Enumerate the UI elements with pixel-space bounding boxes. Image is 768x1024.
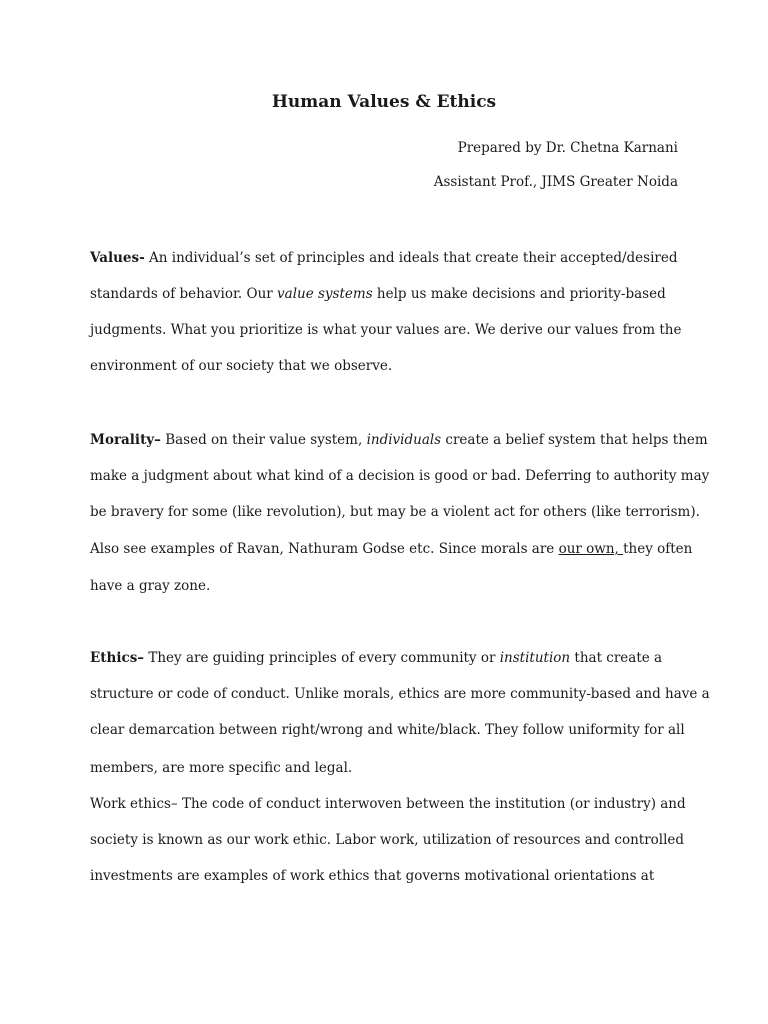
values-italic-term: value systems bbox=[277, 286, 373, 302]
ethics-italic-term: institution bbox=[499, 650, 571, 666]
work-ethics-line-2: society is known as our work ethic. Labor work, utilization of resources and controlled bbox=[90, 832, 685, 848]
values-text-1: An individual’s set of principles and ideals that create their accepted/desired bbox=[144, 250, 678, 266]
morality-italic-term: individuals bbox=[366, 432, 442, 448]
morality-line-3: be bravery for some (like revolution), but may be a violent act for others (like terrorism). bbox=[90, 504, 700, 520]
ethics-text-1a: They are guiding principles of every community or bbox=[144, 650, 500, 666]
values-line-4: environment of our society that we observe. bbox=[90, 358, 393, 374]
morality-text-1b: create a belief system that helps them bbox=[441, 432, 708, 448]
ethics-text-1b: that create a bbox=[570, 650, 663, 666]
ethics-term: Ethics– bbox=[90, 650, 145, 666]
affiliation-line: Assistant Prof., JIMS Greater Noida bbox=[433, 174, 678, 190]
values-text-2a: standards of behavior. Our bbox=[90, 286, 278, 302]
morality-line-5: have a gray zone. bbox=[90, 578, 211, 594]
author-line: Prepared by Dr. Chetna Karnani bbox=[457, 140, 678, 156]
morality-term: Morality– bbox=[90, 432, 161, 448]
morality-text-4a: Also see examples of Ravan, Nathuram Godse etc. Since morals are bbox=[90, 541, 559, 557]
values-term: Values- bbox=[90, 250, 145, 266]
morality-line-1 bbox=[90, 431, 708, 449]
morality-line-2: make a judgment about what kind of a decision is good or bad. Deferring to authority may bbox=[90, 468, 710, 484]
values-line-3: judgments. What you prioritize is what your values are. We derive our values from the bbox=[90, 322, 682, 338]
ethics-line-3: clear demarcation between right/wrong and white/black. They follow uniformity for all bbox=[90, 722, 685, 738]
morality-text-4b: they often bbox=[623, 541, 693, 557]
ethics-line-4: members, are more specific and legal. bbox=[90, 760, 353, 776]
values-line-1 bbox=[90, 249, 677, 267]
work-ethics-line-1: Work ethics– The code of conduct interwoven between the institution (or industry) and bbox=[90, 796, 686, 812]
morality-line-4 bbox=[90, 540, 692, 558]
morality-text-1a: Based on their value system, bbox=[160, 432, 367, 448]
morality-underlined-text: our own, bbox=[558, 541, 624, 557]
ethics-line-1 bbox=[90, 649, 662, 667]
ethics-line-2: structure or code of conduct. Unlike morals, ethics are more community-based and have a bbox=[90, 686, 710, 702]
values-line-2 bbox=[90, 285, 666, 303]
document-title: Human Values & Ethics bbox=[271, 92, 497, 112]
work-ethics-line-3: investments are examples of work ethics that governs motivational orientations at bbox=[90, 868, 655, 884]
values-text-2b: help us make decisions and priority-based bbox=[372, 286, 666, 302]
